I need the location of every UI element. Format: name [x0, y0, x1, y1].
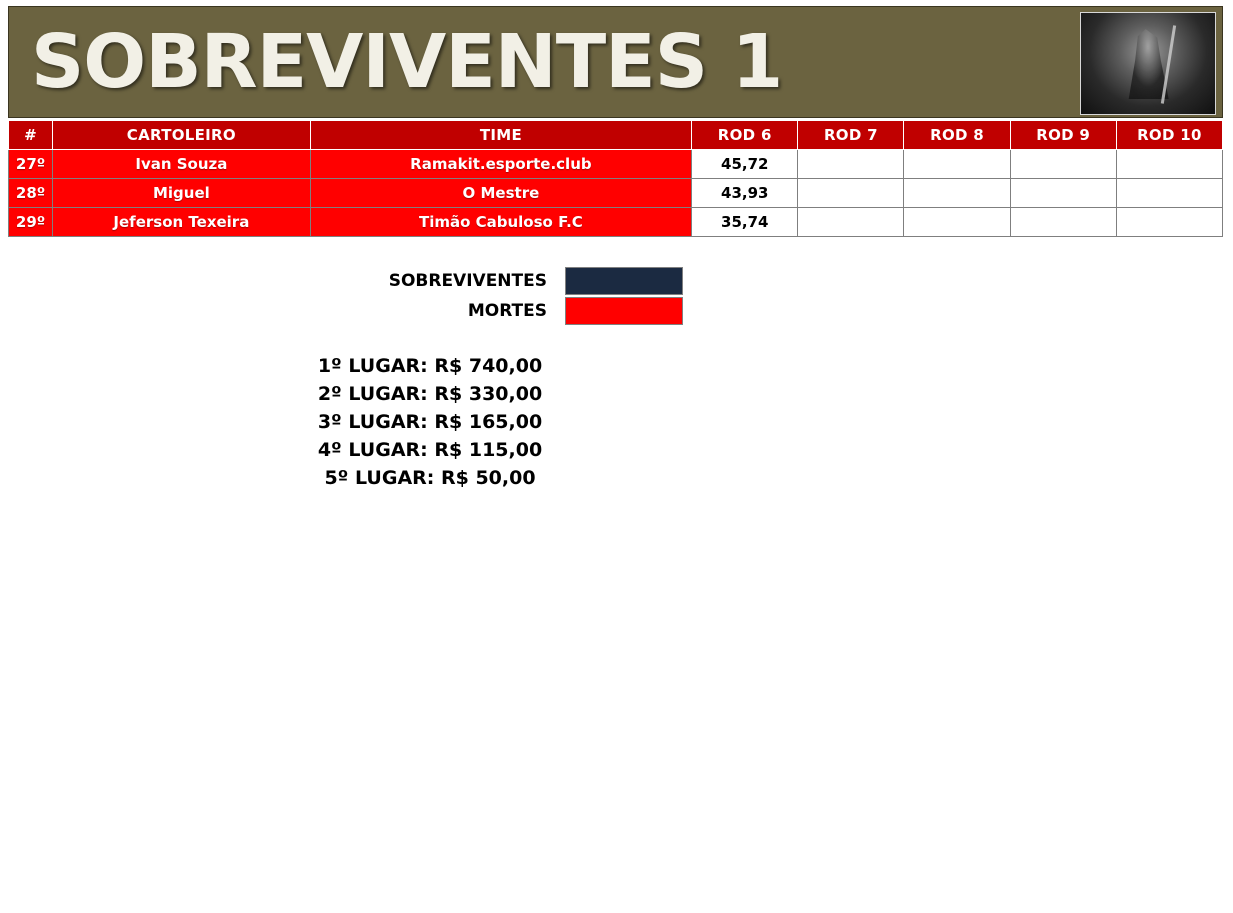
table-row[interactable]: [9, 179, 1223, 208]
legend: [280, 266, 780, 326]
column-header-rod9[interactable]: ROD 9: [1010, 121, 1116, 150]
prize-second: 2º LUGAR: R$ 330,00: [317, 383, 543, 405]
cell-rod9[interactable]: [1010, 208, 1116, 237]
cell-rod7[interactable]: [798, 150, 904, 179]
cell-rod10[interactable]: [1116, 208, 1222, 237]
legend-row-survivors: [280, 266, 780, 296]
column-header-rod8[interactable]: ROD 8: [904, 121, 1010, 150]
cell-cartoleiro: Miguel: [53, 179, 311, 208]
table-header: [9, 121, 1223, 150]
cell-rod7[interactable]: [798, 179, 904, 208]
cell-rod6: 45,72: [692, 150, 798, 179]
page-title: SOBREVIVENTES 1: [31, 19, 783, 105]
cell-time: Ramakit.esporte.club: [310, 150, 692, 179]
cell-time: Timão Cabuloso F.C: [310, 208, 692, 237]
column-header-rod6[interactable]: ROD 6: [692, 121, 798, 150]
table-header-row: [9, 121, 1223, 150]
column-header-rod7[interactable]: ROD 7: [798, 121, 904, 150]
standings-table: [8, 120, 1223, 237]
cell-cartoleiro: Ivan Souza: [53, 150, 311, 179]
legend-swatch-survivors: [565, 267, 683, 295]
table-body: [9, 150, 1223, 237]
column-header-position[interactable]: #: [9, 121, 53, 150]
cell-rod7[interactable]: [798, 208, 904, 237]
grim-reaper-photo: [1080, 12, 1216, 115]
cell-time: O Mestre: [310, 179, 692, 208]
table-row[interactable]: [9, 150, 1223, 179]
table-row[interactable]: [9, 208, 1223, 237]
legend-label-survivors: SOBREVIVENTES: [388, 271, 547, 291]
prize-list: [280, 352, 580, 492]
cell-position: 28º: [9, 179, 53, 208]
prize-fifth: 5º LUGAR: R$ 50,00: [324, 467, 536, 489]
cell-rod8[interactable]: [904, 150, 1010, 179]
legend-label-dead: MORTES: [467, 301, 547, 321]
prize-fourth: 4º LUGAR: R$ 115,00: [317, 439, 543, 461]
column-header-cartoleiro[interactable]: CARTOLEIRO: [53, 121, 311, 150]
column-header-time[interactable]: TIME: [310, 121, 692, 150]
scythe-icon: [1161, 25, 1176, 103]
column-header-rod10[interactable]: ROD 10: [1116, 121, 1222, 150]
legend-swatch-dead: [565, 297, 683, 325]
cell-position: 27º: [9, 150, 53, 179]
cell-cartoleiro: Jeferson Texeira: [53, 208, 311, 237]
cell-rod8[interactable]: [904, 208, 1010, 237]
prize-third: 3º LUGAR: R$ 165,00: [317, 411, 543, 433]
header-banner: [8, 6, 1223, 118]
cell-rod10[interactable]: [1116, 179, 1222, 208]
cell-rod6: 35,74: [692, 208, 798, 237]
cell-rod8[interactable]: [904, 179, 1010, 208]
cell-rod9[interactable]: [1010, 179, 1116, 208]
cell-rod10[interactable]: [1116, 150, 1222, 179]
legend-row-dead: [280, 296, 780, 326]
cell-position: 29º: [9, 208, 53, 237]
prize-first: 1º LUGAR: R$ 740,00: [317, 355, 543, 377]
cell-rod9[interactable]: [1010, 150, 1116, 179]
cell-rod6: 43,93: [692, 179, 798, 208]
